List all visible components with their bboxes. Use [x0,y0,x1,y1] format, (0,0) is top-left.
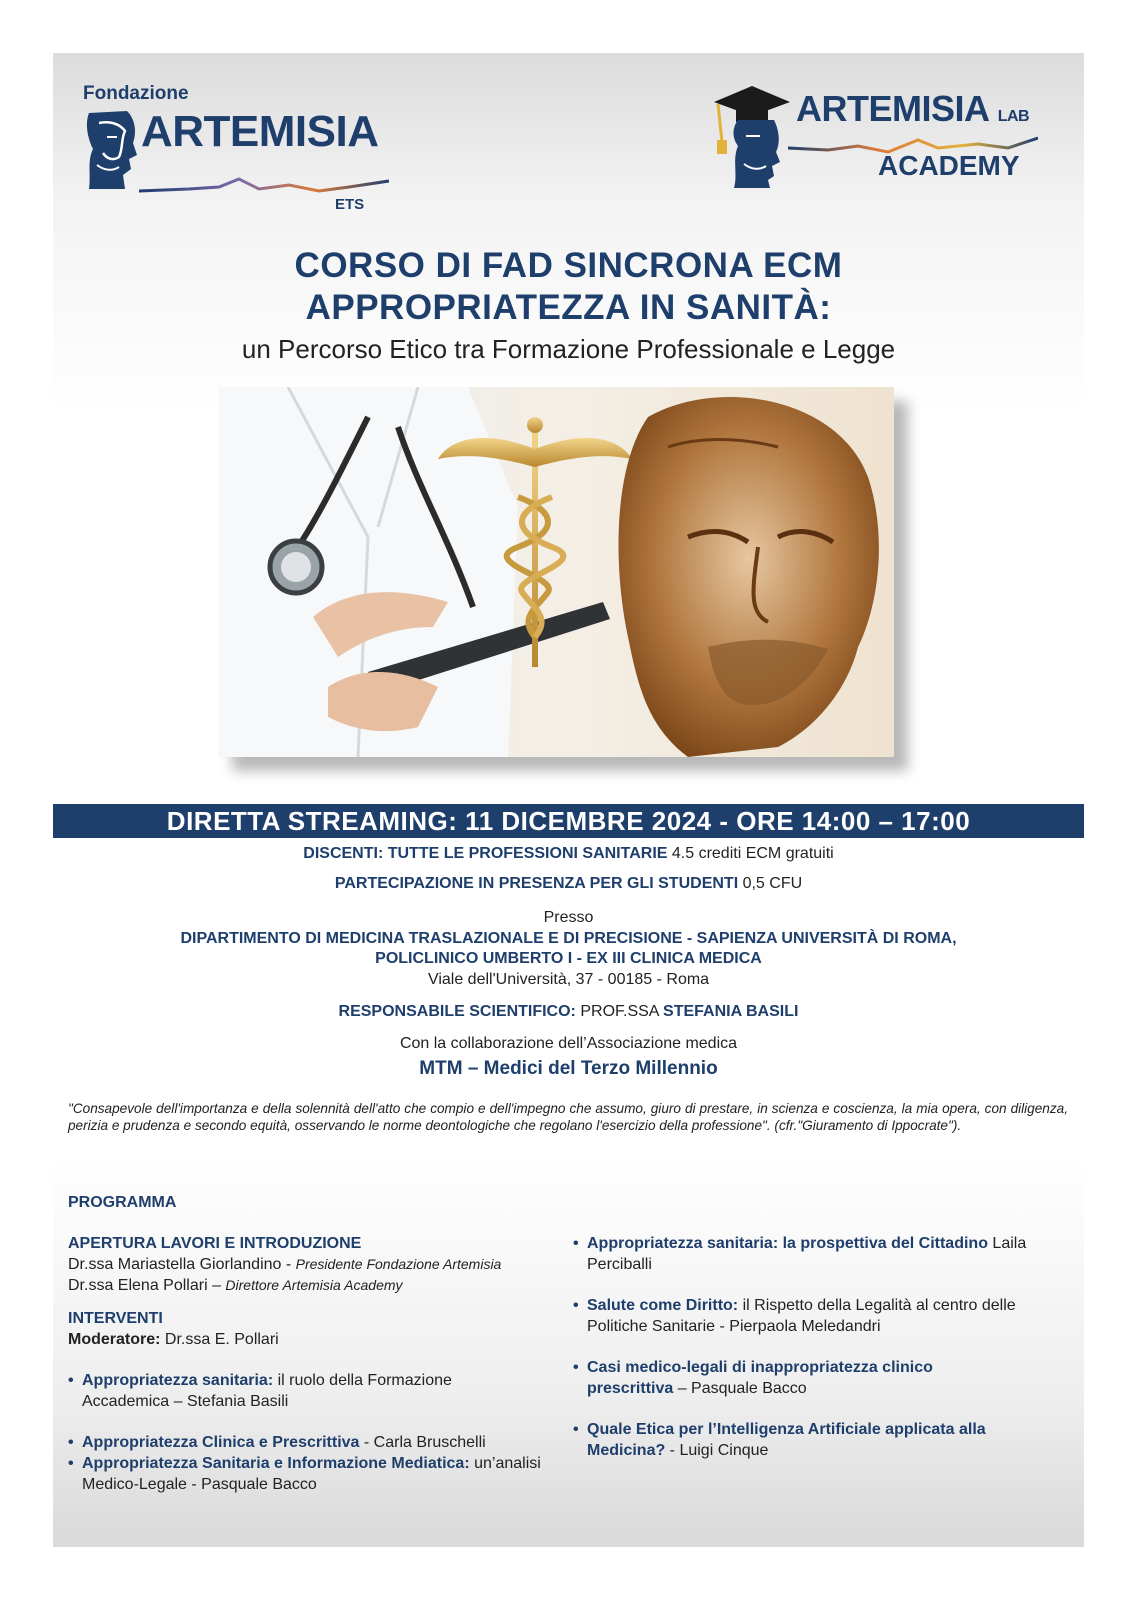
program-item: • Appropriatezza sanitaria: il ruolo della Formazione Accademica – Stefania Basili [68,1370,512,1412]
logo-right-line1: ARTEMISIA LAB [796,88,1030,129]
program-item: • Appropriatezza Sanitaria e Informazione Mediatica: un’analisi Medico-Legale - Pasquale Bacco [68,1453,562,1495]
title-line2: APPROPRIATEZZA IN SANITÀ: [305,288,832,327]
collaboration-line: Con la collaborazione dell’Associazione medica [399,1035,738,1052]
moderatore-line [68,1329,568,1350]
opening-speaker-2-role: Direttore Artemisia Academy [225,1277,403,1293]
subtitle: un Percorso Etico tra Formazione Professionale e Legge [241,334,896,364]
logo-left-wave [139,175,389,197]
opening-speaker-1: Dr.ssa Mariastella Giorlandino - Presidente Fondazione Artemisia [68,1256,502,1273]
partecipazione-line [53,875,1084,893]
doctor-hippocrates-illustration [218,387,894,757]
hippocratic-oath-quote: "Consapevole dell'importanza e della solennità dell'atto che compio e dell'impegno che assumo, giuro di prestare, in scienza e coscienza, la mia opera, con diligenza, perizia e prudenza e secondo equità, osservando le norme deontologiche che regolano l'esercizio della professione". (cfr."Giuramento di Ippocrate"). [68,1101,1068,1133]
streaming-banner: DIRETTA STREAMING: 11 DICEMBRE 2024 - ORE 14:00 – 17:00 [53,804,1084,838]
program-item: • Salute come Diritto: il Rispetto della Legalità al centro delle Politiche Sanitarie - Pierpaola Meledandri [573,1295,1043,1337]
logo-left-line2: ARTEMISIA [141,107,379,156]
title-line1: CORSO DI FAD SINCRONA ECM [294,246,843,285]
hero-image [218,387,894,757]
logo-right-lab: LAB [997,108,1030,125]
association-name: MTM – Medici del Terzo Millennio [419,1058,718,1079]
discenti-line [53,845,1084,863]
program-right-column [573,1233,1043,1461]
graduate-statue-icon [708,80,794,190]
fondazione-artemisia-logo [83,83,383,233]
partecipazione-label: PARTECIPAZIONE IN PRESENZA PER GLI STUDENTI [334,875,739,892]
moderatore-label: Moderatore: [68,1331,161,1348]
program-item: • Casi medico-legali di inappropriatezza clinico prescrittiva – Pasquale Bacco [573,1357,987,1399]
logo-left-line1: Fondazione [83,83,189,104]
discenti-label: DISCENTI: TUTTE LE PROFESSIONI SANITARIE [303,845,668,862]
poster [53,53,1084,1547]
responsabile-label: RESPONSABILE SCIENTIFICO: [338,1003,576,1020]
statue-head-icon [83,109,141,191]
interventi-heading: INTERVENTI [68,1310,163,1327]
partecipazione-value: 0,5 CFU [738,875,803,892]
responsabile-line [53,1003,1084,1021]
program-item: • Quale Etica per l’Intelligenza Artificiale applicata alla Medicina? - Luigi Cinque [573,1419,1017,1461]
program-item: • Appropriatezza Clinica e Prescrittiva - Carla Bruschelli [68,1432,568,1453]
program-heading: PROGRAMMA [68,1194,177,1211]
artemisia-lab-academy-logo [708,80,1048,225]
venue-address: Viale dell'Università, 37 - 00185 - Roma [427,971,710,988]
responsabile-name: STEFANIA BASILI [663,1003,799,1020]
program-left-column [68,1233,568,1495]
venue-line1: DIPARTIMENTO DI MEDICINA TRASLAZIONALE E DI PRECISIONE - SAPIENZA UNIVERSITÀ DI ROMA, [180,930,957,947]
logo-right-line2: ACADEMY [878,150,1020,181]
logo-left-line3: ETS [335,196,365,213]
program-item: • Appropriatezza sanitaria: la prospettiva del Cittadino Laila Perciballi [573,1233,1042,1275]
presso-label: Presso [543,909,594,926]
opening-speaker-2: Dr.ssa Elena Pollari – Direttore Artemisia Academy [68,1277,403,1294]
responsabile-title: PROF.SSA [575,1003,664,1020]
discenti-value: 4.5 crediti ECM gratuiti [667,845,834,862]
venue-line2: POLICLINICO UMBERTO I - EX III CLINICA MEDICA [375,950,762,967]
opening-heading: APERTURA LAVORI E INTRODUZIONE [68,1235,362,1252]
moderatore-name: Dr.ssa E. Pollari [160,1331,279,1348]
opening-speaker-1-role: Presidente Fondazione Artemisia [295,1256,502,1272]
